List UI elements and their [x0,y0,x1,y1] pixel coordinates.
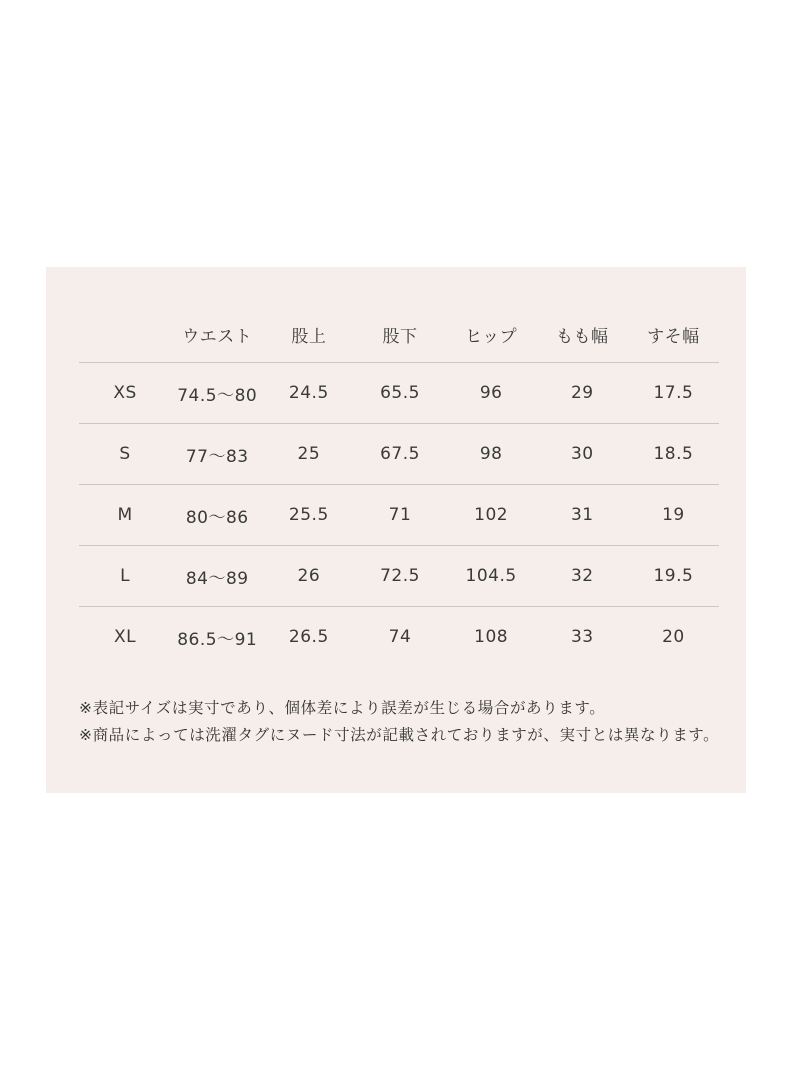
size-chart-table [79,307,719,667]
table-cell: 96 [446,363,537,424]
table-cell: 17.5 [628,363,719,424]
table-cell: 29 [537,363,628,424]
size-chart-header [79,307,719,363]
table-cell: 18.5 [628,424,719,485]
size-label: XL [114,627,137,647]
size-chart-body [79,363,719,668]
size-chart-panel [46,267,746,793]
header-waist: ウエスト [171,307,263,363]
table-cell: 30 [537,424,628,485]
header-hem-width: すそ幅 [628,307,719,363]
table-cell: 26.5 [288,627,329,647]
table-cell: 98 [446,424,537,485]
table-cell: 24.5 [263,363,354,424]
table-cell: 25.5 [263,485,354,546]
table-cell: 74 [388,627,412,647]
table-cell: 19.5 [628,546,719,607]
size-label: L [79,546,171,607]
table-cell: 65.5 [354,363,445,424]
table-row [79,546,719,607]
table-cell: 104.5 [446,546,537,607]
header-row [79,307,719,363]
table-cell: 31 [537,485,628,546]
table-cell: 86.5～91 [177,629,258,650]
table-cell: 71 [354,485,445,546]
size-label: S [79,424,171,485]
table-cell: 25 [263,424,354,485]
header-size [79,307,171,363]
table-cell: 74.5～80 [171,363,263,424]
table-cell: 108 [474,627,509,647]
size-label: XS [79,363,171,424]
table-cell: 72.5 [354,546,445,607]
note-nude-size-tag: ※商品によっては洗濯タグにヌード寸法が記載されておりますが、実寸とは異なります。 [79,726,720,744]
table-cell: 102 [446,485,537,546]
table-row [79,363,719,424]
table-cell: 26 [263,546,354,607]
table-row [79,485,719,546]
table-cell: 20 [662,627,685,647]
header-inseam: 股下 [354,307,445,363]
table-cell: 84～89 [171,546,263,607]
table-cell: 19 [628,485,719,546]
header-rise: 股上 [263,307,354,363]
table-cell: 32 [537,546,628,607]
size-label: M [79,485,171,546]
table-cell: 80～86 [171,485,263,546]
table-cell: 67.5 [354,424,445,485]
table-row [79,424,719,485]
table-cell: 77～83 [171,424,263,485]
table-cell: 33 [570,627,594,647]
header-hip: ヒップ [446,307,537,363]
table-row [79,607,719,668]
note-measurement-variance: ※表記サイズは実寸であり、個体差により誤差が生じる場合があります。 [79,699,606,717]
size-notes [79,695,729,749]
header-thigh-width: もも幅 [537,307,628,363]
